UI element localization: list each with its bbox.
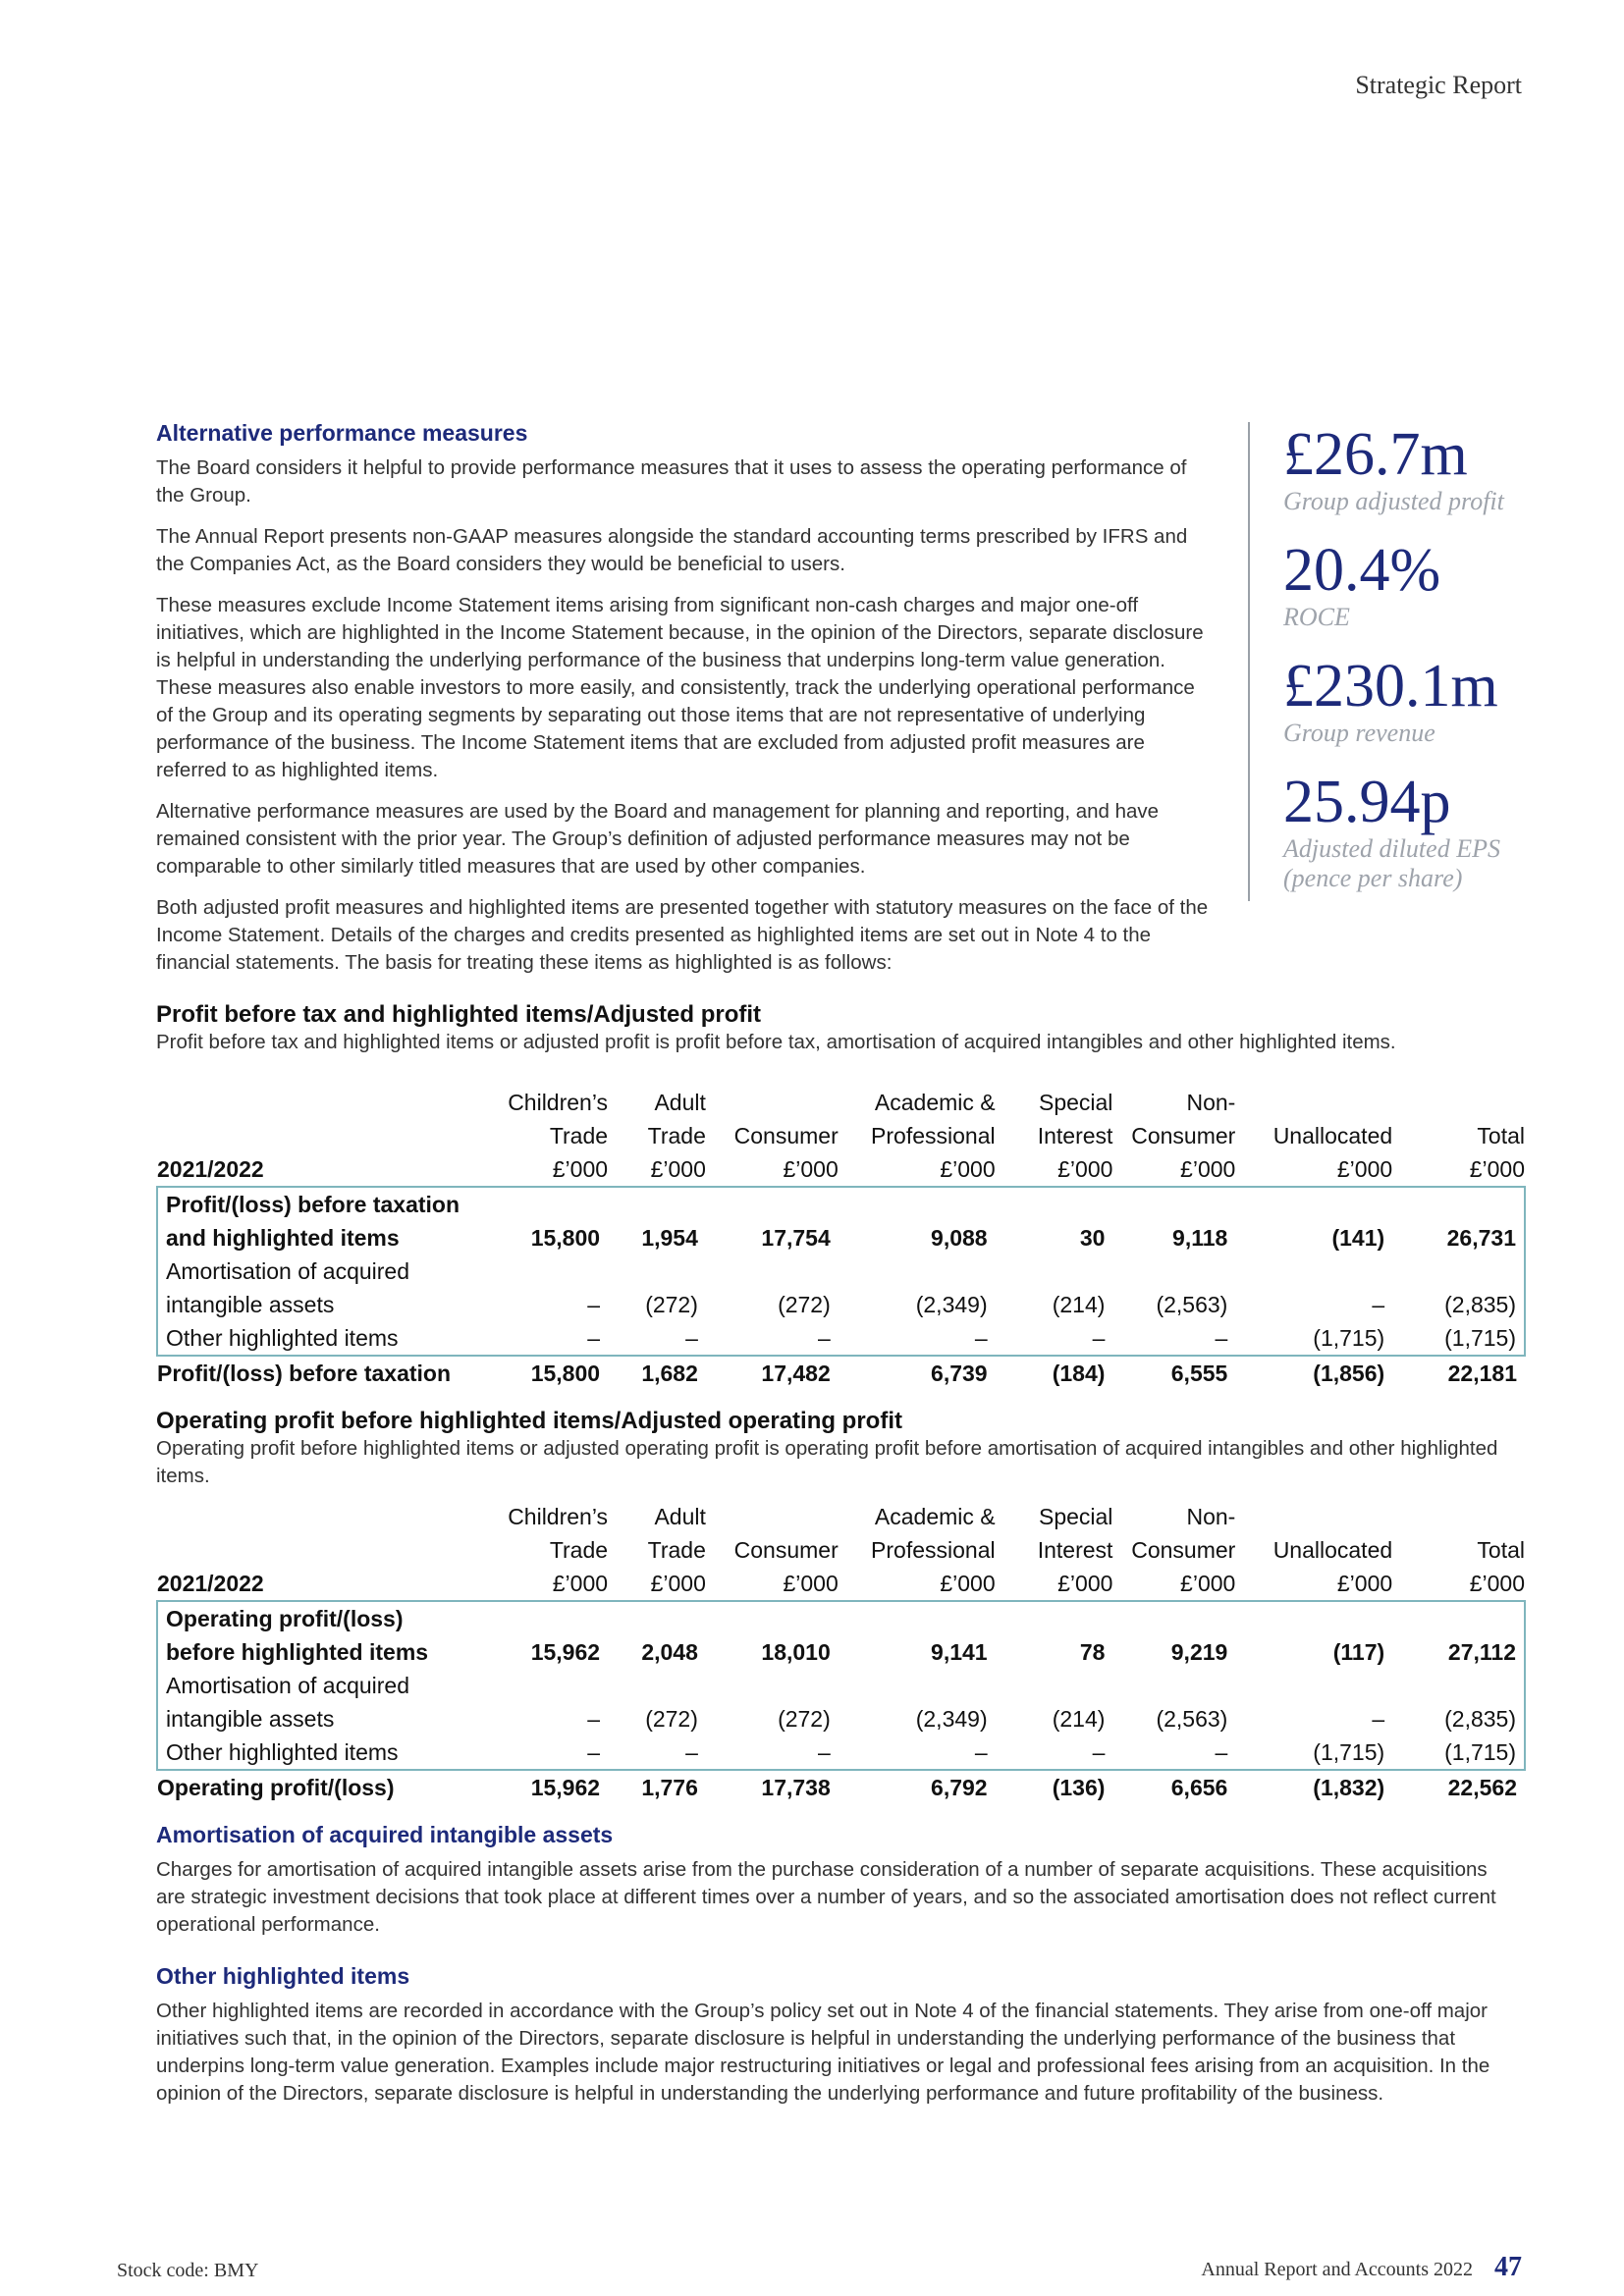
table-cell: (272) bbox=[645, 1292, 698, 1317]
amortisation-section bbox=[156, 1822, 1511, 1939]
row-label: Profit/(loss) before taxation bbox=[157, 1361, 452, 1386]
column-header: Trade bbox=[647, 1123, 706, 1148]
row-label: Operating profit/(loss) bbox=[166, 1606, 404, 1631]
table-cell: 1,776 bbox=[641, 1775, 698, 1800]
row-label: Amortisation of acquired bbox=[166, 1258, 410, 1284]
table-cell: 17,754 bbox=[706, 1187, 839, 1255]
table-cell: – bbox=[608, 1321, 706, 1356]
kpi-label: ROCE bbox=[1283, 603, 1350, 631]
apm-paragraph: Alternative performance measures are used by the Board and management for planning and reporting, and have remained consistent with the prior year. The Group’s definition of adjusted performance measures may not be comparable to other similarly titled measures that are used by other companies. bbox=[156, 800, 1160, 878]
column-header: Trade bbox=[549, 1537, 609, 1563]
column-unit: £’000 bbox=[1180, 1571, 1236, 1596]
column-header: Special bbox=[1038, 1504, 1113, 1529]
table-header-row bbox=[157, 1567, 1525, 1601]
column-header: Interest bbox=[1037, 1123, 1113, 1148]
row-label: Other highlighted items bbox=[157, 1735, 490, 1770]
column-header bbox=[706, 1500, 839, 1533]
table-cell: 17,738 bbox=[761, 1775, 831, 1800]
table-cell: (272) bbox=[778, 1292, 831, 1317]
running-head: Strategic Report bbox=[1355, 71, 1522, 99]
table-cell: (272) bbox=[778, 1706, 831, 1732]
table-cell: 26,731 bbox=[1392, 1187, 1525, 1255]
column-header bbox=[1392, 1086, 1525, 1119]
table-cell: 6,656 bbox=[1170, 1775, 1228, 1800]
table-row bbox=[157, 1255, 1525, 1321]
other-items-heading: Other highlighted items bbox=[156, 1963, 410, 1989]
table-cell: 2,048 bbox=[608, 1601, 706, 1669]
column-unit: £’000 bbox=[940, 1571, 996, 1596]
table-cell: (117) bbox=[1235, 1601, 1392, 1669]
row-label: Operating profit/(loss) bbox=[157, 1775, 395, 1800]
pbt-table bbox=[156, 1086, 1526, 1390]
column-header: Non- bbox=[1186, 1504, 1236, 1529]
column-header: Consumer bbox=[1131, 1123, 1236, 1148]
table-cell: 6,739 bbox=[931, 1361, 988, 1386]
row-label: Profit/(loss) before taxation bbox=[166, 1192, 460, 1217]
table-cell: 15,800 bbox=[530, 1361, 601, 1386]
column-header: Total bbox=[1477, 1537, 1525, 1563]
table-cell: (1,715) bbox=[1235, 1735, 1392, 1770]
column-unit: £’000 bbox=[650, 1571, 706, 1596]
kpi-panel bbox=[1248, 422, 1568, 901]
op-description: Operating profit before highlighted items or adjusted operating profit is operating profit before amortisation of acquired intangibles and other highlighted items. bbox=[156, 1437, 1498, 1487]
table-cell: 30 bbox=[996, 1187, 1113, 1255]
kpi-label: Group revenue bbox=[1283, 719, 1435, 747]
table-cell: (1,832) bbox=[1313, 1775, 1385, 1800]
table-cell: – bbox=[490, 1321, 608, 1356]
table-cell: 1,954 bbox=[608, 1187, 706, 1255]
table-cell: 9,088 bbox=[839, 1187, 996, 1255]
column-header: Interest bbox=[1037, 1537, 1113, 1563]
row-label: Other highlighted items bbox=[157, 1321, 490, 1356]
table-cell: (1,715) bbox=[1235, 1321, 1392, 1356]
column-header bbox=[1392, 1500, 1525, 1533]
table-cell: – bbox=[839, 1735, 996, 1770]
table-cell: 6,792 bbox=[931, 1775, 988, 1800]
table-cell: (214) bbox=[1052, 1292, 1106, 1317]
table-cell: (1,715) bbox=[1392, 1321, 1525, 1356]
column-unit: £’000 bbox=[1336, 1571, 1393, 1596]
column-unit: £’000 bbox=[552, 1156, 609, 1182]
op-table bbox=[156, 1500, 1526, 1804]
column-header: Consumer bbox=[1131, 1537, 1236, 1563]
column-header: Academic & bbox=[874, 1090, 996, 1115]
kpi-value: £26.7m bbox=[1283, 421, 1468, 488]
column-unit: £’000 bbox=[1180, 1156, 1236, 1182]
column-unit: £’000 bbox=[940, 1156, 996, 1182]
column-header: Special bbox=[1038, 1090, 1113, 1115]
column-unit: £’000 bbox=[1469, 1156, 1525, 1182]
table-row-total bbox=[157, 1356, 1525, 1390]
table-cell: 17,482 bbox=[761, 1361, 831, 1386]
table-row bbox=[157, 1601, 1525, 1669]
column-header: Total bbox=[1477, 1123, 1525, 1148]
table-cell: – bbox=[839, 1321, 996, 1356]
table-cell: (1,856) bbox=[1313, 1361, 1385, 1386]
table-row bbox=[157, 1735, 1525, 1770]
column-header: Trade bbox=[549, 1123, 609, 1148]
apm-paragraph: The Board considers it helpful to provide performance measures that it uses to assess the operating performance of the Group. bbox=[156, 456, 1187, 507]
column-header: Children’s bbox=[508, 1090, 609, 1115]
table-cell: – bbox=[608, 1735, 706, 1770]
table-cell: (136) bbox=[1052, 1775, 1106, 1800]
column-unit: £’000 bbox=[1336, 1156, 1393, 1182]
table-cell: 27,112 bbox=[1392, 1601, 1525, 1669]
table-cell: – bbox=[996, 1321, 1113, 1356]
table-cell: 15,962 bbox=[490, 1601, 608, 1669]
table-cell: 22,562 bbox=[1447, 1775, 1517, 1800]
table-cell: 1,682 bbox=[641, 1361, 698, 1386]
row-label: Amortisation of acquired bbox=[166, 1673, 410, 1698]
kpi-label: Adjusted diluted EPS (pence per share) bbox=[1283, 834, 1500, 892]
column-header: Academic & bbox=[874, 1504, 996, 1529]
pbt-description: Profit before tax and highlighted items or adjusted profit is profit before tax, amortisation of acquired intangibles and other highlighted items. bbox=[156, 1031, 1396, 1053]
row-label: and highlighted items bbox=[166, 1225, 400, 1251]
table-cell: 9,141 bbox=[839, 1601, 996, 1669]
table-cell: (2,835) bbox=[1392, 1669, 1525, 1735]
column-header: Trade bbox=[647, 1537, 706, 1563]
row-label: intangible assets bbox=[166, 1292, 335, 1317]
table-cell: – bbox=[1112, 1735, 1235, 1770]
table-header-row bbox=[157, 1500, 1525, 1533]
apm-heading: Alternative performance measures bbox=[156, 420, 528, 446]
table-row bbox=[157, 1321, 1525, 1356]
column-header bbox=[1235, 1086, 1392, 1119]
column-header: Consumer bbox=[733, 1123, 839, 1148]
apm-section bbox=[156, 420, 1212, 990]
table-cell: (2,563) bbox=[1156, 1292, 1228, 1317]
table-cell: – bbox=[706, 1735, 839, 1770]
table-year: 2021/2022 bbox=[157, 1156, 264, 1182]
row-label: before highlighted items bbox=[166, 1639, 429, 1665]
table-row-total bbox=[157, 1770, 1525, 1804]
apm-paragraph: Both adjusted profit measures and highlighted items are presented together with statutory measures on the face of the Income Statement. Details of the charges and credits presented as highlighted items are set out in Note 4 to the financial statements. The basis for treating these items as highlighted is as follows: bbox=[156, 896, 1209, 974]
table-cell: – bbox=[706, 1321, 839, 1356]
column-unit: £’000 bbox=[1057, 1156, 1113, 1182]
pbt-section bbox=[156, 1001, 1526, 1056]
table-cell: – bbox=[1372, 1292, 1385, 1317]
table-cell: – bbox=[587, 1292, 601, 1317]
table-cell: (1,715) bbox=[1392, 1735, 1525, 1770]
table-header-row bbox=[157, 1152, 1525, 1187]
table-cell: 78 bbox=[996, 1601, 1113, 1669]
table-header-row bbox=[157, 1533, 1525, 1567]
table-cell: 6,555 bbox=[1170, 1361, 1228, 1386]
apm-paragraph: These measures exclude Income Statement items arising from significant non-cash charges and major one-off initiatives, which are highlighted in the Income Statement because, in the opinion of the Directors, separate disclosure is helpful in understanding the underlying performance of the business that underpins long-term value generation. These measures also enable investors to more easily, and consistently, track the underlying operational performance of the Group and its operating segments by separating out those items that are not representative of underlying performance of the business. The Income Statement items that are excluded from adjusted profit measures are referred to as highlighted items. bbox=[156, 594, 1204, 781]
table-cell: 9,118 bbox=[1112, 1187, 1235, 1255]
table-cell: (141) bbox=[1235, 1187, 1392, 1255]
table-cell: 18,010 bbox=[706, 1601, 839, 1669]
table-year: 2021/2022 bbox=[157, 1571, 264, 1596]
column-header: Non- bbox=[1186, 1090, 1236, 1115]
amortisation-heading: Amortisation of acquired intangible assets bbox=[156, 1822, 614, 1847]
table-cell: (2,835) bbox=[1392, 1255, 1525, 1321]
table-cell: 15,800 bbox=[490, 1187, 608, 1255]
column-unit: £’000 bbox=[783, 1571, 839, 1596]
report-title: Annual Report and Accounts 2022 bbox=[1201, 2259, 1473, 2280]
pbt-heading: Profit before tax and highlighted items/Adjusted profit bbox=[156, 1001, 762, 1028]
table-cell: 15,962 bbox=[530, 1775, 601, 1800]
column-header: Unallocated bbox=[1272, 1123, 1393, 1148]
other-items-section bbox=[156, 1963, 1511, 2108]
kpi-value: £230.1m bbox=[1283, 653, 1498, 720]
table-cell: (214) bbox=[1052, 1706, 1106, 1732]
table-header-row bbox=[157, 1086, 1525, 1119]
op-heading: Operating profit before highlighted items/Adjusted operating profit bbox=[156, 1408, 902, 1434]
column-unit: £’000 bbox=[783, 1156, 839, 1182]
table-cell: 9,219 bbox=[1112, 1601, 1235, 1669]
table-cell: (2,349) bbox=[915, 1706, 988, 1732]
column-header: Adult bbox=[654, 1090, 706, 1115]
column-header: Adult bbox=[654, 1504, 706, 1529]
kpi-value: 25.94p bbox=[1283, 769, 1451, 835]
column-header: Professional bbox=[871, 1123, 996, 1148]
table-header-row bbox=[157, 1119, 1525, 1152]
page-footer bbox=[1201, 2252, 1522, 2283]
column-header bbox=[706, 1086, 839, 1119]
other-items-text: Other highlighted items are recorded in accordance with the Group’s policy set out in Note 4 of the financial statements. They arise from one-off major initiatives such that, in the opinion of the Directors, separate disclosure is helpful in understanding the underlying performance of the business that underpins long-term value generation. Examples include major restructuring initiatives or legal and professional fees arising from an acquisition. In the opinion of the Directors, separate disclosure is helpful in understanding the underlying performance and future profitability of the business. bbox=[156, 2000, 1490, 2105]
table-cell: – bbox=[996, 1735, 1113, 1770]
table-cell: 22,181 bbox=[1447, 1361, 1517, 1386]
kpi-value: 20.4% bbox=[1283, 537, 1441, 604]
table-cell: – bbox=[490, 1735, 608, 1770]
table-cell: – bbox=[1112, 1321, 1235, 1356]
table-cell: (2,349) bbox=[915, 1292, 988, 1317]
stock-code: Stock code: BMY bbox=[117, 2260, 259, 2281]
op-section bbox=[156, 1408, 1526, 1490]
column-unit: £’000 bbox=[552, 1571, 609, 1596]
table-row bbox=[157, 1669, 1525, 1735]
table-cell: – bbox=[1372, 1706, 1385, 1732]
kpi-label: Group adjusted profit bbox=[1283, 487, 1504, 515]
column-unit: £’000 bbox=[650, 1156, 706, 1182]
table-cell: (184) bbox=[1052, 1361, 1106, 1386]
column-unit: £’000 bbox=[1469, 1571, 1525, 1596]
column-header bbox=[1235, 1500, 1392, 1533]
apm-paragraph: The Annual Report presents non-GAAP measures alongside the standard accounting terms prescribed by IFRS and the Companies Act, as the Board considers they would be beneficial to users. bbox=[156, 525, 1188, 575]
column-header: Unallocated bbox=[1272, 1537, 1393, 1563]
column-header: Children’s bbox=[508, 1504, 609, 1529]
column-header: Professional bbox=[871, 1537, 996, 1563]
amortisation-text: Charges for amortisation of acquired intangible assets arise from the purchase consideration of a number of separate acquisitions. These acquisitions are strategic investment decisions that took place at different times over a number of years, and so the associated amortisation does not reflect current operational performance. bbox=[156, 1858, 1496, 1936]
row-label: intangible assets bbox=[166, 1706, 335, 1732]
page-number: 47 bbox=[1494, 2252, 1522, 2282]
table-cell: (2,563) bbox=[1156, 1706, 1228, 1732]
column-header: Consumer bbox=[733, 1537, 839, 1563]
column-unit: £’000 bbox=[1057, 1571, 1113, 1596]
table-cell: – bbox=[587, 1706, 601, 1732]
table-row bbox=[157, 1187, 1525, 1255]
table-cell: (272) bbox=[645, 1706, 698, 1732]
